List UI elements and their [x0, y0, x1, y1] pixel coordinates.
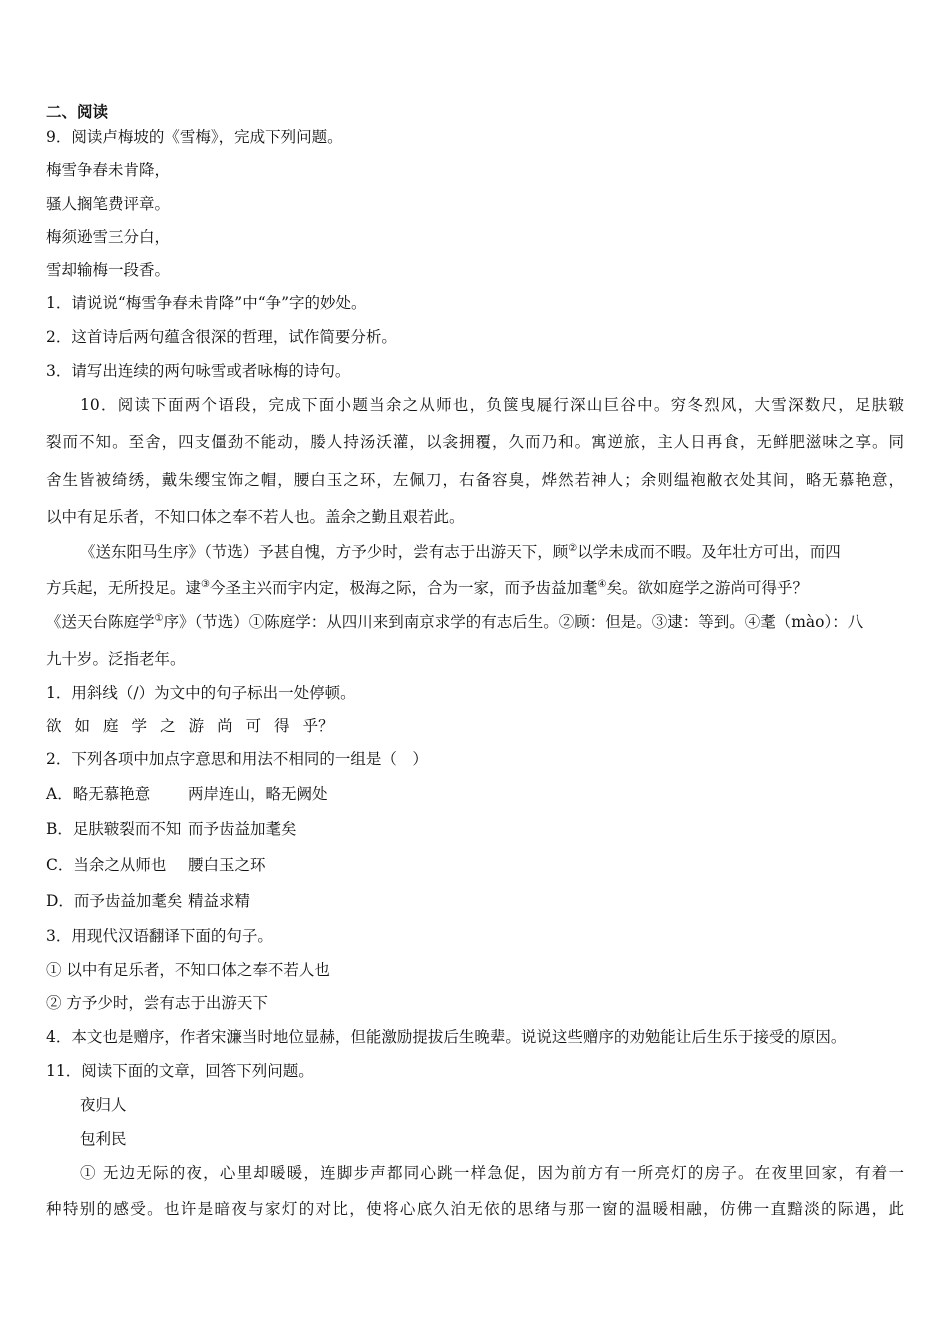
q10-q3-item-1: ① 以中有足乐者，不知口体之奉不若人也 [46, 961, 330, 979]
section-title: 二、阅读 [46, 102, 109, 121]
q10-q1-sentence: 欲 如 庭 学 之 游 尚 可 得 乎？ [46, 717, 334, 735]
q9-question-1: 1．请说说“梅雪争春未肯降”中“争”字的妙处。 [46, 294, 367, 312]
q9-poem-line: 梅雪争春未肯降， [46, 161, 171, 179]
q9-question-3: 3．请写出连续的两句咏雪或者咏梅的诗句。 [46, 362, 351, 380]
q10-question-2: 2．下列各项中加点字意思和用法不相同的一组是（ ） [46, 750, 428, 768]
q10-option-b: B．足肤皲裂而不知 而予齿益加耄矣 [46, 820, 297, 838]
q10-passage2-line1: 《送东阳马生序》（节选）予甚自愧，方予少时，尝有志于出游天下，顾②以学未成而不暇。及年壮方可出，而四 [80, 542, 841, 561]
q10-option-c: C．当余之从师也 腰白玉之环 [46, 856, 266, 874]
q10-question-3: 3．用现代汉语翻译下面的句子。 [46, 927, 273, 945]
q10-question-1: 1．用斜线（/）为文中的句子标出一处停顿。 [46, 684, 356, 702]
q10-q3-item-2: ② 方予少时，尝有志于出游天下 [46, 994, 268, 1012]
q10-passage-line: 以中有足乐者，不知口体之奉不若人也。盖余之勤且艰若此。 [46, 508, 465, 526]
q9-question-2: 2．这首诗后两句蕴含很深的哲理，试作简要分析。 [46, 328, 397, 346]
q11-article-author: 包利民 [80, 1130, 127, 1148]
q10-passage2-line2: 方兵起，无所投足。逮③今圣主兴而宇内定，极海之际，合为一家，而予齿益加耄④矣。欲如庭学之游尚可得乎？ [46, 578, 808, 597]
q11-article-title: 夜归人 [80, 1096, 127, 1114]
q11-paragraph-line: 种特别的感受。也许是暗夜与家灯的对比，使将心底久泊无依的思绪与那一窗的温暖相融，仿佛一直黯淡的际遇，此 [46, 1200, 904, 1218]
q10-option-a: A．略无慕艳意 两岸连山，略无阙处 [46, 785, 328, 803]
q10-passage-line: 舍生皆被绮绣，戴朱缨宝饰之帽，腰白玉之环，左佩刀，右备容臭，烨然若神人；余则缊袍敝衣处其间，略无慕艳意， [46, 471, 904, 489]
q9-poem-line: 骚人搁笔费评章。 [46, 195, 171, 213]
q9-poem-line: 梅须逊雪三分白， [46, 228, 171, 246]
q9-poem-line: 雪却输梅一段香。 [46, 261, 171, 279]
q10-option-d: D．而予齿益加耄矣 精益求精 [46, 892, 251, 910]
q9-prompt: 9．阅读卢梅坡的《雪梅》，完成下列问题。 [46, 128, 343, 146]
q11-prompt: 11．阅读下面的文章，回答下列问题。 [46, 1062, 314, 1080]
q11-paragraph-line: ① 无边无际的夜，心里却暖暖，连脚步声都同心跳一样急促，因为前方有一所亮灯的房子。在夜里回家，有着一 [80, 1164, 904, 1182]
q10-notes-line1: 《送天台陈庭学①序》（节选）①陈庭学：从四川来到南京求学的有志后生。②顾：但是。③逮：等到。④耄（mào）：八 [46, 612, 864, 631]
q10-passage-line: 裂而不知。至舍，四支僵劲不能动，媵人持汤沃灌，以衾拥覆，久而乃和。寓逆旅，主人日再食，无鲜肥滋味之享。同 [46, 433, 904, 451]
q10-question-4: 4．本文也是赠序，作者宋濂当时地位显赫，但能激励提拔后生晚辈。说说这些赠序的劝勉能让后生乐于接受的原因。 [46, 1028, 847, 1046]
q10-passage-line: 10．阅读下面两个语段，完成下面小题当余之从师也，负箧曳屣行深山巨谷中。穷冬烈风，大雪深数尺，足肤皲 [80, 396, 904, 414]
q10-notes-line2: 九十岁。泛指老年。 [46, 650, 186, 668]
